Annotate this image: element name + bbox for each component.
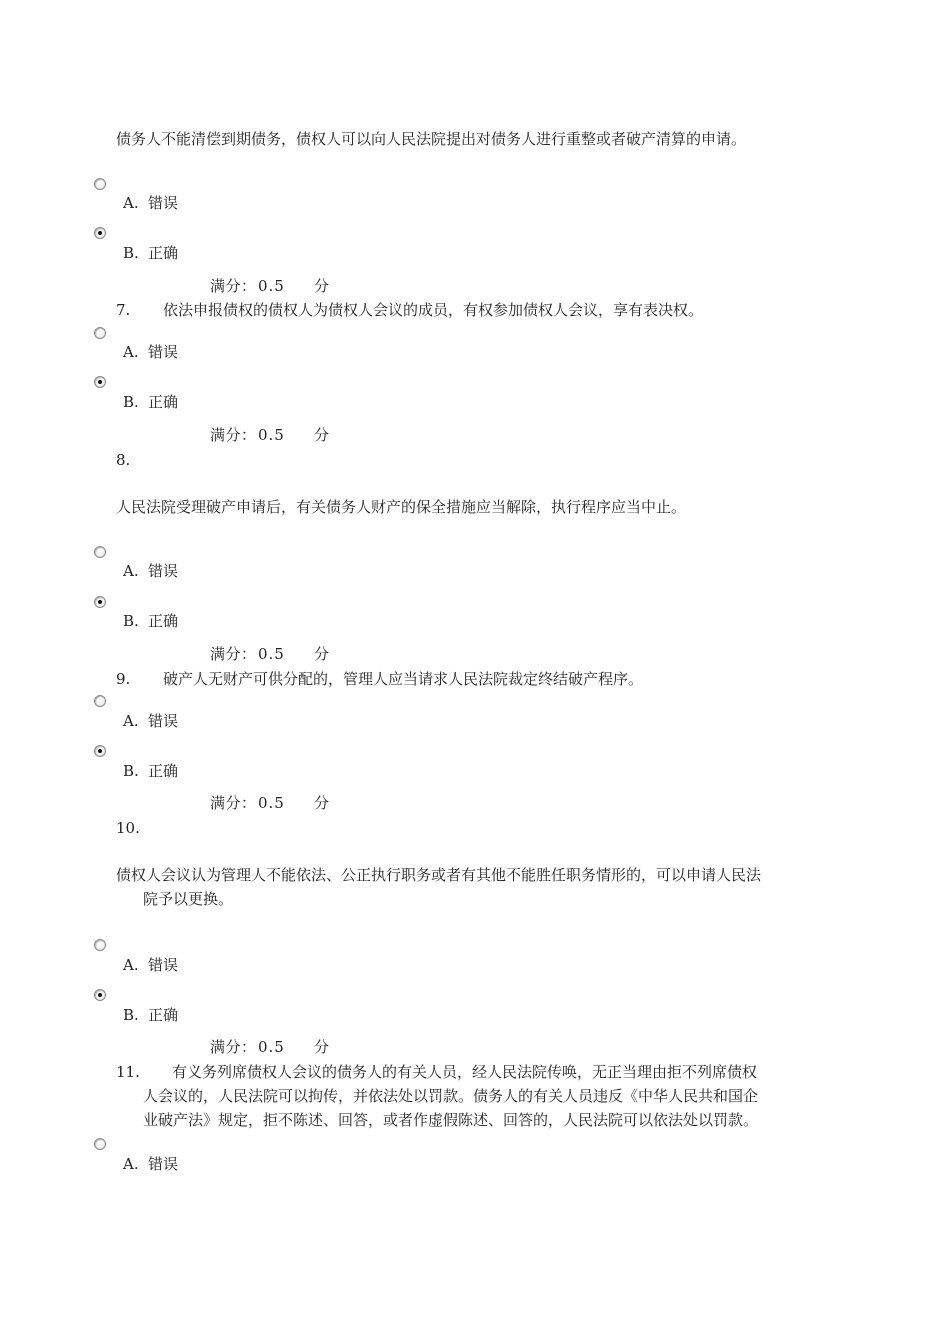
- option-label-b: B.: [123, 1006, 139, 1024]
- option-text-b: 正确: [148, 244, 179, 262]
- question-text-line-1: 债权人会议认为管理人不能依法、公正执行职务或者有其他不能胜任职务情形的，可以申请人民法: [116, 866, 762, 884]
- option-label-b: B.: [123, 762, 139, 780]
- option-text-a: 错误: [148, 956, 179, 974]
- option-text-a: 错误: [148, 712, 179, 730]
- question-text-line-2: 院予以更换。: [143, 890, 234, 908]
- question-number: 11.: [116, 1063, 140, 1081]
- option-label-b: B.: [123, 612, 139, 630]
- option-text-b: 正确: [148, 1006, 179, 1024]
- radio-option-a[interactable]: [94, 327, 106, 339]
- option-text-b: 正确: [148, 393, 179, 411]
- option-label-b: B.: [123, 244, 139, 262]
- option-label-a: A.: [123, 194, 139, 212]
- question-text-line-1: 有义务列席债权人会议的债务人的有关人员，经人民法院传唤，无正当理由拒不列席债权: [172, 1063, 758, 1081]
- option-label-a: A.: [123, 343, 139, 361]
- score-label: 满分：: [210, 1038, 257, 1056]
- score-unit: 分: [314, 426, 330, 444]
- radio-option-a[interactable]: [94, 939, 106, 951]
- question-text: 依法申报债权的债权人为债权人会议的成员，有权参加债权人会议，享有表决权。: [163, 301, 704, 319]
- question-number: 8.: [116, 451, 131, 469]
- radio-option-a[interactable]: [94, 546, 106, 558]
- option-label-a: A.: [123, 562, 139, 580]
- score-unit: 分: [314, 1038, 330, 1056]
- score-unit: 分: [314, 794, 330, 812]
- radio-option-a[interactable]: [94, 178, 106, 190]
- option-label-a: A.: [123, 712, 139, 730]
- question-number: 9.: [116, 670, 131, 688]
- option-text-b: 正确: [148, 762, 179, 780]
- score-label: 满分：: [210, 426, 257, 444]
- score-value: 0.5: [258, 426, 285, 444]
- option-label-a: A.: [123, 1155, 139, 1173]
- question-text: 债务人不能清偿到期债务，债权人可以向人民法院提出对债务人进行重整或者破产清算的申请。: [116, 130, 747, 148]
- radio-option-b[interactable]: [94, 227, 106, 239]
- option-text-a: 错误: [148, 343, 179, 361]
- score-value: 0.5: [258, 794, 285, 812]
- score-label: 满分：: [210, 277, 257, 295]
- score-value: 0.5: [258, 1038, 285, 1056]
- option-label-b: B.: [123, 393, 139, 411]
- question-text: 人民法院受理破产申请后，有关债务人财产的保全措施应当解除，执行程序应当中止。: [116, 498, 687, 516]
- question-text-line-3: 业破产法》规定，拒不陈述、回答，或者作虚假陈述、回答的，人民法院可以依法处以罚款。: [143, 1111, 759, 1129]
- question-text: 破产人无财产可供分配的，管理人应当请求人民法院裁定终结破产程序。: [163, 670, 644, 688]
- radio-option-b[interactable]: [94, 596, 106, 608]
- score-value: 0.5: [258, 645, 285, 663]
- radio-option-b[interactable]: [94, 989, 106, 1001]
- question-number: 7.: [116, 301, 131, 319]
- score-unit: 分: [314, 277, 330, 295]
- radio-option-a[interactable]: [94, 1138, 106, 1150]
- score-value: 0.5: [258, 277, 285, 295]
- option-label-a: A.: [123, 956, 139, 974]
- question-text-line-2: 人会议的，人民法院可以拘传，并依法处以罚款。债务人的有关人员违反《中华人民共和国企: [143, 1087, 759, 1105]
- score-label: 满分：: [210, 794, 257, 812]
- option-text-a: 错误: [148, 194, 179, 212]
- option-text-b: 正确: [148, 612, 179, 630]
- score-label: 满分：: [210, 645, 257, 663]
- radio-option-b[interactable]: [94, 745, 106, 757]
- option-text-a: 错误: [148, 562, 179, 580]
- question-number: 10.: [116, 819, 140, 837]
- score-unit: 分: [314, 645, 330, 663]
- option-text-a: 错误: [148, 1155, 179, 1173]
- radio-option-b[interactable]: [94, 376, 106, 388]
- radio-option-a[interactable]: [94, 695, 106, 707]
